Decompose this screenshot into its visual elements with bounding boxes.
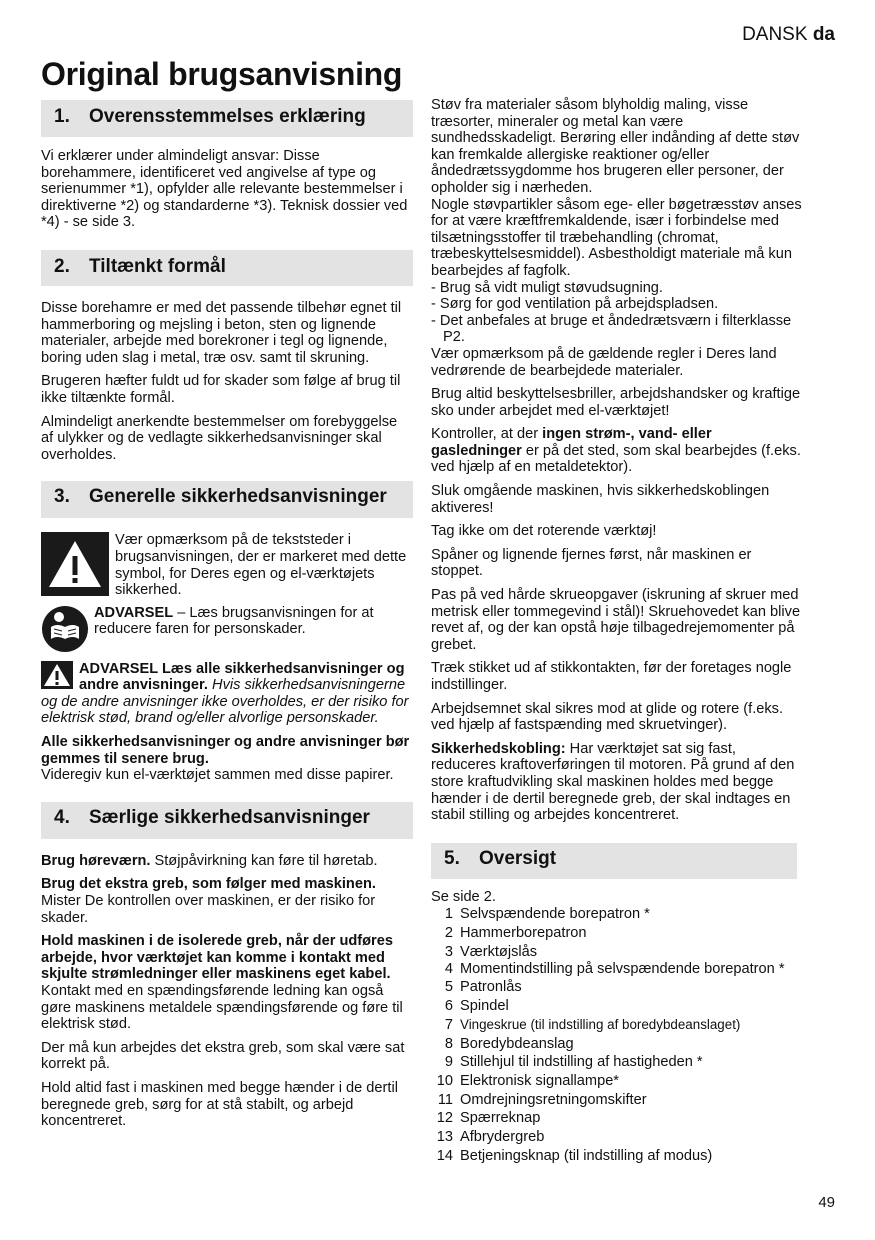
list-item: 13 Afbrydergreb bbox=[436, 1129, 545, 1146]
list-item: - Sørg for god ventilation på arbejdspladsen. bbox=[431, 296, 719, 313]
language-label bbox=[742, 24, 835, 46]
s4-paragraph-2: Brug det ekstra greb, som følger med maskinen. Mister De kontrollen over maskinen, er der risiko for skader. bbox=[41, 876, 376, 926]
list-item: 1 Selvspændende borepatron * bbox=[444, 906, 650, 923]
list-item: 3 Værktøjslås bbox=[444, 943, 538, 960]
s4-paragraph-3: Hold maskinen i de isolerede greb, når der udføres arbejde, hvor værktøjet kan komme i kontakt med skjulte strømledninger eller maskinens eget kabel. Kontakt med en spændingsførende ledning kan også gøre maskinens metaldele spændingsførende og føre til elektrisk stød. bbox=[41, 933, 403, 1033]
right-paragraph-5: Kontroller, at der ingen strøm-, vand- eller gasledninger er på det sted, som skal bearbejdes (f.eks. ved hjælp af en metaldetektor). bbox=[431, 426, 801, 476]
right-paragraph-8: Spåner og lignende fjernes først, når maskinen er stoppet. bbox=[431, 546, 752, 580]
overview-intro: Se side 2. bbox=[431, 888, 496, 905]
right-paragraph-12: Sikkerhedskobling: Har værktøjet sat sig fast, reduceres kraftoverføringen til motoren. På grund af den store kraftudvikling skal maskinen holdes med begge hænder i de dertil beregnede greb, der skal indtages en stabil stilling og arbejdes koncentreret. bbox=[431, 740, 795, 824]
left-column bbox=[41, 100, 413, 1137]
list-item: 11 Omdrejningsretningomskifter bbox=[437, 1091, 647, 1108]
right-paragraph-6: Sluk omgående maskinen, hvis sikkerhedskoblingen aktiveres! bbox=[431, 483, 770, 516]
page-number: 49 bbox=[818, 1194, 835, 1211]
right-paragraph-4: Brug altid beskyttelsesbriller, arbejdshandsker og kraftige sko under arbejdet med el-værktøjet! bbox=[431, 386, 801, 419]
list-item: 5 Patronlås bbox=[444, 979, 522, 996]
small-warning-icon bbox=[41, 661, 73, 689]
s1-paragraph: Vi erklærer under almindeligt ansvar: Disse borehammere, identificeret ved angivelse af type og serienummer *1), opfylder alle relevante bestemmelser i direktiverne *2) og standarderne *3). Teknisk dossier ved *4) - se side 3. bbox=[41, 148, 408, 231]
right-column bbox=[431, 97, 803, 1165]
s2-paragraph-2: Brugeren hæfter fuldt ud for skader som følge af brug til ikke tiltænkte formål. bbox=[41, 373, 401, 406]
right-paragraph-7: Tag ikke om det roterende værktøj! bbox=[431, 523, 657, 540]
general-warning-paragraph: ADVARSEL Læs alle sikkerhedsanvisninger og andre anvisninger. Hvis sikkerhedsanvisningerne og de andre anvisninger ikke overholdes, er der risiko for elektrisk stød, brand og/eller alvorlige personskader. bbox=[41, 660, 409, 727]
warning-symbol-row bbox=[41, 532, 413, 598]
list-item: 14 Betjeningsknap (til indstilling af modus) bbox=[436, 1147, 713, 1164]
language-code: da bbox=[812, 24, 835, 45]
s4-paragraph-4: Der må kun arbejdes det ekstra greb, som skal være sat korrekt på. bbox=[41, 1039, 405, 1073]
list-item: - Brug så vidt muligt støvudsugning. bbox=[431, 279, 663, 296]
right-paragraph-9: Pas på ved hårde skrueopgaver (iskruning af skruer med metrisk eller tommegevind i stål)! Skruehovedet kan blive revet af, og der kan opstå høje tilbagedrejemomenter på grebet. bbox=[431, 587, 801, 653]
s4-paragraph-1: Brug høreværn. Støjpåvirkning kan føre til høretab. bbox=[41, 852, 378, 869]
section-3-heading: 3. Generelle sikkerhedsanvisninger bbox=[41, 481, 413, 518]
overview-list bbox=[431, 905, 803, 1165]
list-item: 10 Elektronisk signallampe* bbox=[436, 1072, 619, 1089]
right-paragraph-3: Vær opmærksom på de gældende regler i Deres land vedrørende de bearbejdede materialer. bbox=[431, 345, 777, 379]
section-2-heading: 2. Tiltænkt formål bbox=[41, 250, 413, 286]
s2-paragraph-1: Disse borehamre er med det passende tilbehør egnet til hammerboring og mejsling i beton, sten og lignende materialer, arbejde med borekroner i tegl og lignende, boring uden slag i metal, træ osv. samt til skruning. bbox=[41, 299, 402, 366]
language-name: DANSK bbox=[742, 24, 808, 45]
warning-symbol-text: Vær opmærksom på de tekststeder i brugsanvisningen, der er markeret med dette symbol, for Deres egen og el-værktøjets sikkerhed. bbox=[115, 532, 407, 599]
read-manual-text: ADVARSEL – Læs brugsanvisningen for at reducere faren for personskader. bbox=[94, 604, 374, 638]
section-5-heading: 5. Oversigt bbox=[431, 843, 797, 879]
warning-triangle-icon bbox=[41, 532, 109, 596]
list-item: 2 Hammerborepatron bbox=[444, 925, 587, 942]
section-1-heading: 1. Overensstemmelses erklæring bbox=[41, 100, 413, 137]
keep-instructions-paragraph: Alle sikkerhedsanvisninger og andre anvisninger bør gemmes til senere brug. Videregiv kun el-værktøjet sammen med disse papirer. bbox=[41, 734, 410, 784]
page-title: Original brugsanvisning bbox=[41, 56, 403, 92]
right-paragraph-11: Arbejdsemnet skal sikres mod at glide og rotere (f.eks. ved hjælp af fastspænding med skruetvinger). bbox=[431, 700, 784, 734]
dust-list bbox=[431, 280, 803, 346]
right-paragraph-10: Træk stikket ud af stikkontakten, før der foretages nogle indstillinger. bbox=[431, 660, 792, 693]
dust-paragraph: Støv fra materialer såsom blyholdig maling, visse træsorter, mineraler og metal kan være sundhedsskadeligt. Berøring eller indånding af dette støv kan fremkalde allergiske reaktioner og/eller åndedrætssygdomme hos brugeren eller personer, der opholder sig i nærheden. Nogle støvpartikler såsom ege- eller bøgetræsstøv anses for at være kræftfremkaldende, især i forbindelse med tilsætningsstoffer til træbehandling (chromat, træbeskyttelsesmiddel). Asbestholdigt materiale må kun bearbejdes af fagfolk. bbox=[431, 97, 802, 279]
read-manual-row bbox=[41, 605, 413, 653]
list-item: 7 Vingeskrue (til indstilling af boredybdeanslaget) bbox=[444, 1016, 741, 1033]
read-manual-icon bbox=[41, 605, 89, 653]
list-item: 12 Spærreknap bbox=[436, 1110, 541, 1127]
list-item: 8 Boredybdeanslag bbox=[444, 1035, 574, 1052]
s2-paragraph-3: Almindeligt anerkendte bestemmelser om forebyggelse af ulykker og de vedlagte sikkerhedsanvisninger skal overholdes. bbox=[41, 413, 398, 463]
section-4-heading: 4. Særlige sikkerhedsanvisninger bbox=[41, 802, 413, 839]
list-item: 6 Spindel bbox=[444, 998, 509, 1015]
list-item: - Det anbefales at bruge et åndedrætsværn i filterklasse P2. bbox=[431, 312, 792, 346]
list-item: 4 Momentindstilling på selvspændende borepatron * bbox=[444, 961, 785, 978]
s4-paragraph-5: Hold altid fast i maskinen med begge hænder i de dertil beregnede greb, sørg for at stå stabilt, og arbejd koncentreret. bbox=[41, 1079, 398, 1130]
list-item: 9 Stillehjul til indstilling af hastigheden * bbox=[444, 1054, 703, 1071]
